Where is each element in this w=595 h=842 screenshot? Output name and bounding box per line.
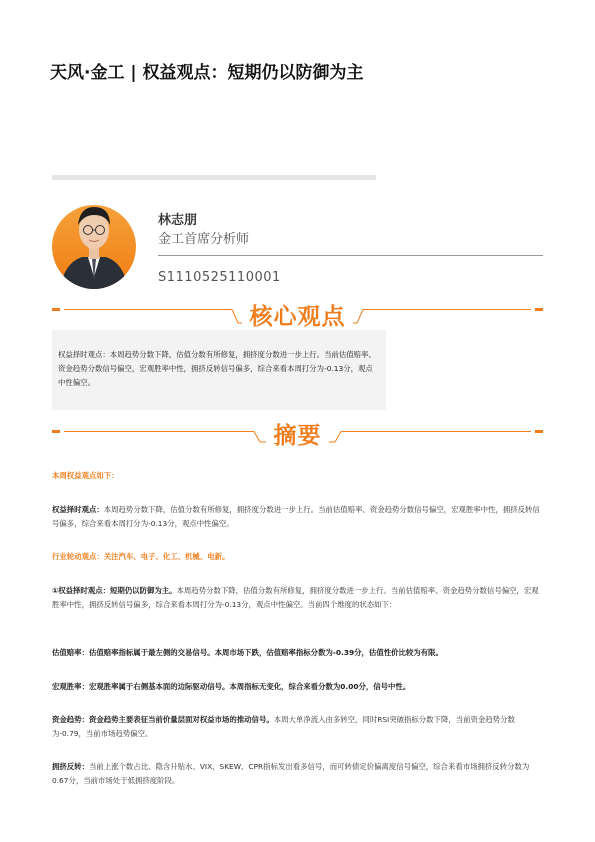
crowding-label: 拥挤反转： xyxy=(52,762,89,771)
crowding-text: 当前上涨个数占比、隐含升贴水、VIX、SKEW、CPR指标发出看多信号，而可转债定价偏离度信号偏空，综合来看市场拥挤反转分数为0.67分，当前市场处于低拥挤度阶段。 xyxy=(52,762,530,785)
summary-section-title: 摘要 xyxy=(273,423,322,449)
top-divider-bar xyxy=(52,175,376,180)
summary-paragraph-crowding xyxy=(52,760,542,787)
analyst-certificate-code: S1110525110001 xyxy=(158,270,281,285)
summary-intro: 本周权益观点如下： xyxy=(52,471,119,480)
summary-macro: 宏观胜率：宏观胜率属于右侧基本面的边际驱动信号。本周指标无变化，综合来看分数为0.00分，信号中性。 xyxy=(52,682,411,691)
summary-valuation: 估值赔率：估值赔率指标属于最左侧的交易信号。本周市场下跌，估值赔率指标分数为-0.39分，估值性价比较为有限。 xyxy=(52,648,443,657)
core-viewpoint-text: 权益择时观点：本周趋势分数下降，估值分数有所修复，拥挤度分数进一步上行。当前估值赔率、资金趋势分数信号偏空，宏观胜率中性，拥挤反转信号偏多，综合来看本周打分为-0.13分，观点中性偏空。 xyxy=(58,350,376,387)
summary-paragraph-capital xyxy=(52,713,542,740)
capital-text: 本周大单净流入由多转空，同时RSI突破指标分数下降，当前资金趋势分数为-0.79，当前市场趋势偏空。 xyxy=(52,715,515,738)
summary-industry-rotation: 行业轮动观点：关注汽车、电子、化工、机械、电新。 xyxy=(52,552,230,561)
analyst-role: 金工首席分析师 xyxy=(158,232,250,247)
analyst-divider xyxy=(158,255,543,256)
summary-section-header xyxy=(52,415,543,455)
summary-paragraph-equity xyxy=(52,503,542,530)
equity-text: 本周趋势分数下降，估值分数有所修复，拥挤度分数进一步上行。当前估值赔率、资金趋势分数信号偏空，宏观胜率中性，拥挤反转信号偏多，综合来看本周打分为-0.13分，观点中性偏空。 xyxy=(52,505,540,528)
analyst-name: 林志朋 xyxy=(158,213,198,228)
equity-label: 权益择时观点： xyxy=(52,505,104,514)
timing-text: 本周趋势分数下降，估值分数有所修复，拥挤度分数进一步上行。当前估值赔率、资金趋势分数信号偏空，宏观胜率中性，拥挤反转信号偏多，综合来看本周打分为-0.13分，观点中性偏空。当前四个维度的状态如下： xyxy=(52,586,539,609)
summary-paragraph-timing xyxy=(52,584,542,611)
core-viewpoint-box xyxy=(52,330,386,410)
page-title: 天风·金工 | 权益观点：短期仍以防御为主 xyxy=(50,63,364,83)
capital-label: 资金趋势：资金趋势主要表征当前价量层面对权益市场的推动信号。 xyxy=(52,715,274,724)
timing-label: ①权益择时观点：短期仍以防御为主。 xyxy=(52,586,177,595)
analyst-avatar xyxy=(52,185,136,289)
core-section-title: 核心观点 xyxy=(249,304,346,330)
